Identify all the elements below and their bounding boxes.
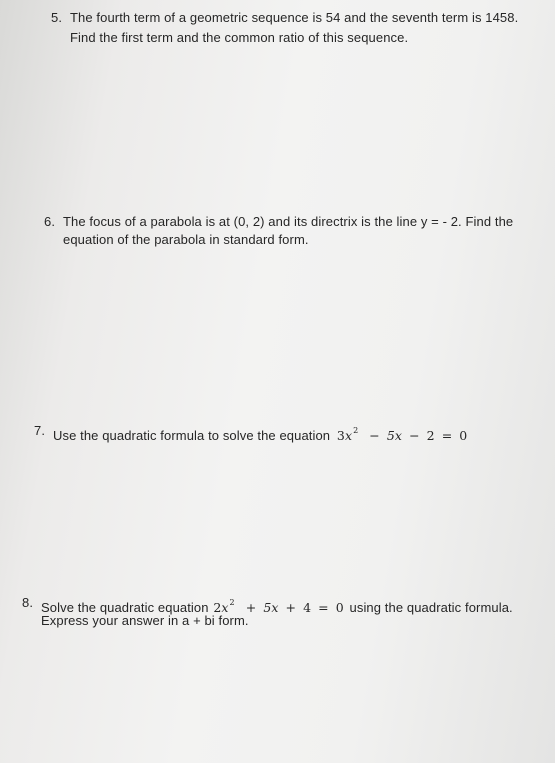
equation-operator: − [369,428,380,443]
equation-coefficient: 3 [336,428,345,443]
equation-rhs: 0 [459,428,468,443]
equation-linear-term: 5x [386,428,403,443]
question-number: 6. [44,214,56,229]
equation-operator: + [245,600,257,615]
equation-equals: = [441,428,453,443]
equation-linear-term: 5x [263,600,279,615]
question-text-continued: using the quadratic formula. [349,600,513,615]
question-text: Solve the quadratic equation [41,600,209,615]
question-text-line-2: Express your answer in a + bi form. [41,613,249,628]
question-text-line-2: Find the first term and the common ratio of this sequence. [70,30,409,45]
equation-coefficient: 2 [213,600,222,615]
question-text-line-1 [53,422,467,445]
question-text-line-1: The focus of a parabola is at (0, 2) and its directrix is the line y = - 2. Find the [63,214,514,229]
question-text: Use the quadratic formula to solve the equation [53,428,331,443]
equation-equals: = [318,600,329,615]
quadratic-equation [337,428,467,443]
equation-operator: + [285,600,297,615]
equation-exponent: 2 [353,426,359,435]
question-number: 7. [34,423,46,438]
question-number: 8. [22,595,34,610]
question-text-line-1: The fourth term of a geometric sequence is 54 and the seventh term is 1458. [70,10,519,25]
equation-variable: x [344,428,353,443]
equation-operator: − [409,428,420,443]
question-text-line-2: equation of the parabola in standard form. [63,232,309,247]
equation-exponent: 2 [229,598,235,607]
equation-constant: 2 [426,428,435,443]
equation-constant: 4 [303,600,312,615]
equation-rhs: 0 [335,600,344,615]
equation-variable: x [221,600,229,615]
question-number: 5. [51,10,63,25]
